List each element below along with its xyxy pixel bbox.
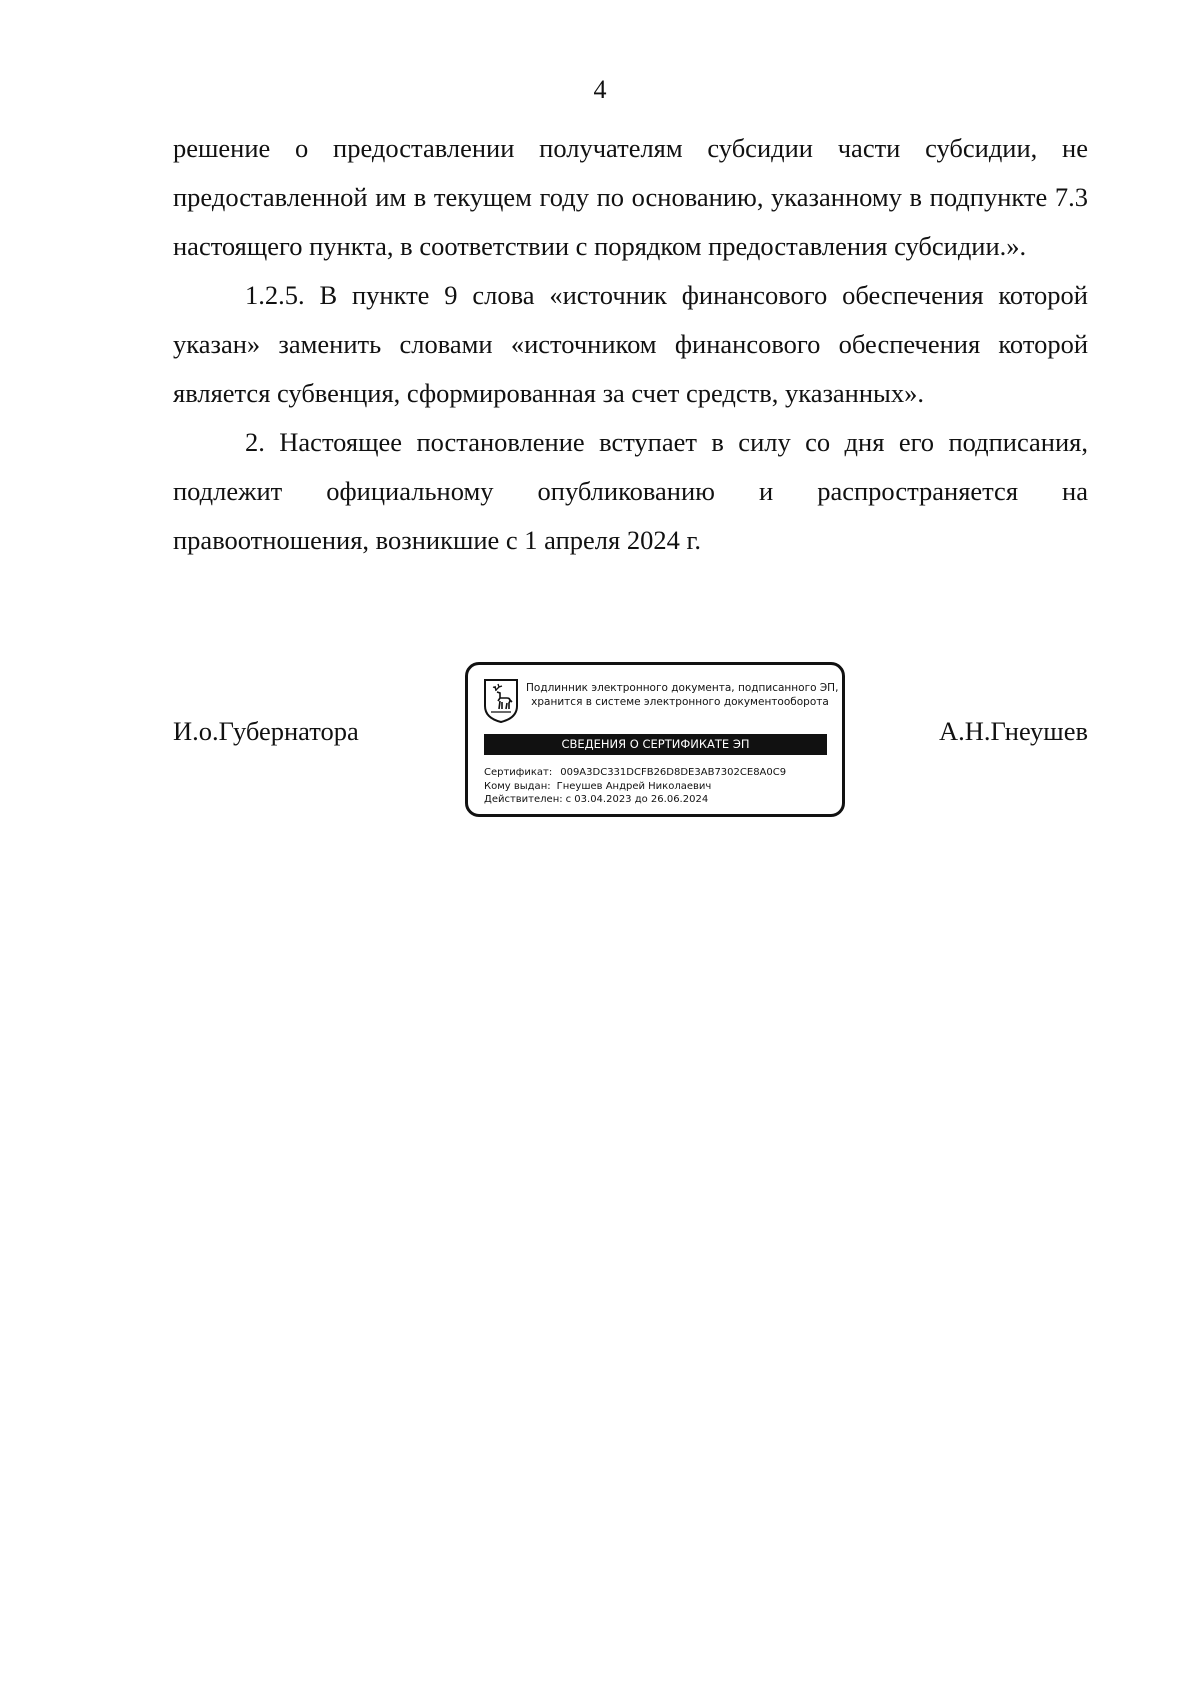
validity-row <box>484 793 786 807</box>
issued-to-value: Гнеушев Андрей Николаевич <box>556 780 712 792</box>
paragraph-2: 2. Настоящее постановление вступает в силу со дня его подписания, подлежит официальному опубликованию и распространяется на правоотношения, возникшие с 1 апреля 2024 г. <box>173 427 1088 555</box>
signatory-position: И.о.Губернатора <box>173 716 359 746</box>
stamp-header-line-2: хранится в системе электронного документооборота <box>531 696 829 708</box>
validity-label: Действителен: <box>484 794 563 805</box>
issued-to-row <box>484 780 786 794</box>
validity-value: с 03.04.2023 до 26.06.2024 <box>565 794 709 805</box>
certificate-value: 009A3DC331DCFB26D8DE3AB7302CE8A0C9 <box>560 767 787 778</box>
stamp-details <box>484 766 786 807</box>
certificate-label: Сертификат: <box>484 767 553 778</box>
signatory-name: А.Н.Гнеушев <box>938 716 1088 746</box>
deer-coat-of-arms-icon <box>483 678 519 724</box>
paragraph-continuation: решение о предоставлении получателям субсидии части субсидии, не предоставленной им в текущем году по основанию, указанному в подпункте 7.3 настоящего пункта, в соответствии с порядком предоставления субсидии.». <box>173 133 1088 261</box>
certificate-row <box>484 766 786 780</box>
document-body <box>173 124 1088 565</box>
stamp-header-line-1: Подлинник электронного документа, подписанного ЭП, <box>526 682 839 694</box>
paragraph-1-2-5: 1.2.5. В пункте 9 слова «источник финансового обеспечения которой указан» заменить словами «источником финансового обеспечения которой является субвенция, сформированная за счет средств, указанных». <box>173 280 1088 408</box>
stamp-header <box>526 681 839 709</box>
issued-to-label: Кому выдан: <box>484 780 551 792</box>
electronic-signature-stamp <box>465 662 845 817</box>
page-number: 4 <box>593 75 607 104</box>
stamp-title-bar: СВЕДЕНИЯ О СЕРТИФИКАТЕ ЭП <box>484 734 827 755</box>
